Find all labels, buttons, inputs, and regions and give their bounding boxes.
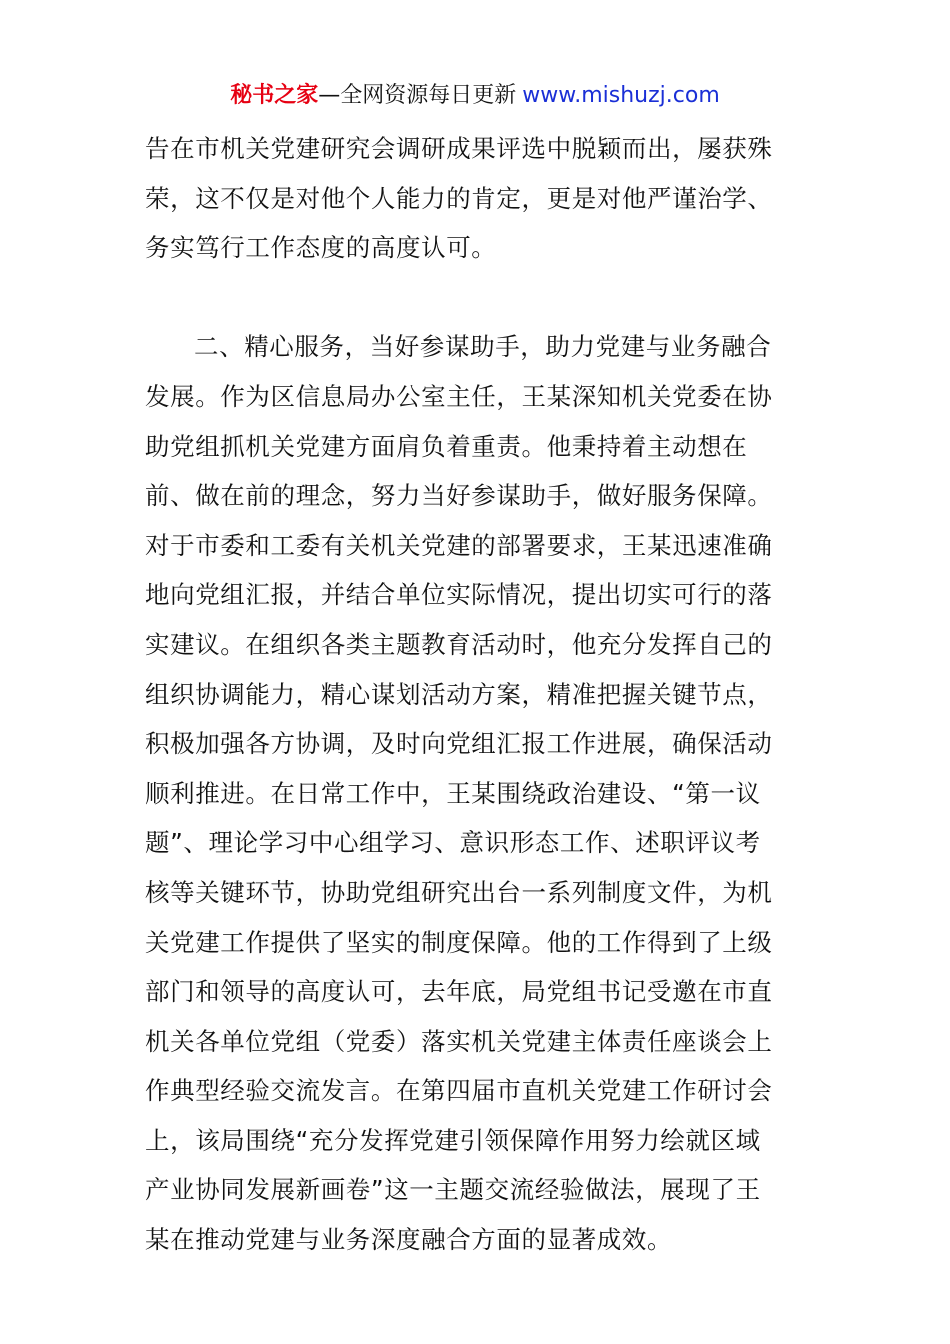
document-body [145,124,825,1265]
text-line: 部门和领导的高度认可，去年底，局党组书记受邀在市直 [145,977,773,1007]
text-line: 地向党组汇报，并结合单位实际情况，提出切实可行的落 [145,580,773,610]
text-line: 前、做在前的理念，努力当好参谋助手，做好服务保障。 [145,481,773,511]
text-line: 机关各单位党组（党委）落实机关党建主体责任座谈会上 [145,1026,773,1056]
text-line: 实建议。在组织各类主题教育活动时，他充分发挥自己的 [145,629,773,659]
paragraph-1 [145,124,825,273]
text-line: 某在推动党建与业务深度融合方面的显著成效。 [145,1225,673,1255]
text-line: 核等关键环节，协助党组研究出台一系列制度文件，为机 [145,877,773,907]
text-line: 发展。作为区信息局办公室主任，王某深知机关党委在协 [145,381,773,411]
text-line: 积极加强各方协调，及时向党组汇报工作进展，确保活动 [145,729,773,759]
page-header [0,80,950,112]
text-line: 题”、理论学习中心组学习、意识形态工作、述职评议考 [145,828,761,858]
text-line: 产业协同发展新画卷”这一主题交流经验做法，展现了王 [145,1175,761,1205]
text-line: 助党组抓机关党建方面肩负着重责。他秉持着主动想在 [145,431,748,461]
text-line: 告在市机关党建研究会调研成果评选中脱颖而出，屡获殊 [145,134,773,163]
text-line: 顺利推进。在日常工作中，王某围绕政治建设、“第一议 [145,778,761,808]
text-line: 荣，这不仅是对他个人能力的肯定，更是对他严谨治学、 [145,183,773,213]
brand-name: 秘书之家 [230,83,319,108]
text-line: 上，该局围绕“充分发挥党建引领保障作用努力绘就区域 [145,1125,761,1155]
header-slogan: —全网资源每日更新 [318,83,517,108]
text-line: 务实笃行工作态度的高度认可。 [145,233,497,263]
text-line: 对于市委和工委有关机关党建的部署要求，王某迅速准确 [145,530,773,560]
text-line: 关党建工作提供了坚实的制度保障。他的工作得到了上级 [145,927,773,957]
text-line: 二、精心服务，当好参谋助手，助力党建与业务融合 [194,332,772,362]
text-line: 作典型经验交流发言。在第四届市直机关党建工作研讨会 [145,1076,773,1106]
paragraph-2 [145,322,825,1264]
site-url[interactable]: www.mishuzj.com [522,83,720,108]
text-line: 组织协调能力，精心谋划活动方案，精准把握关键节点， [145,679,773,709]
paragraph-gap [145,273,825,323]
